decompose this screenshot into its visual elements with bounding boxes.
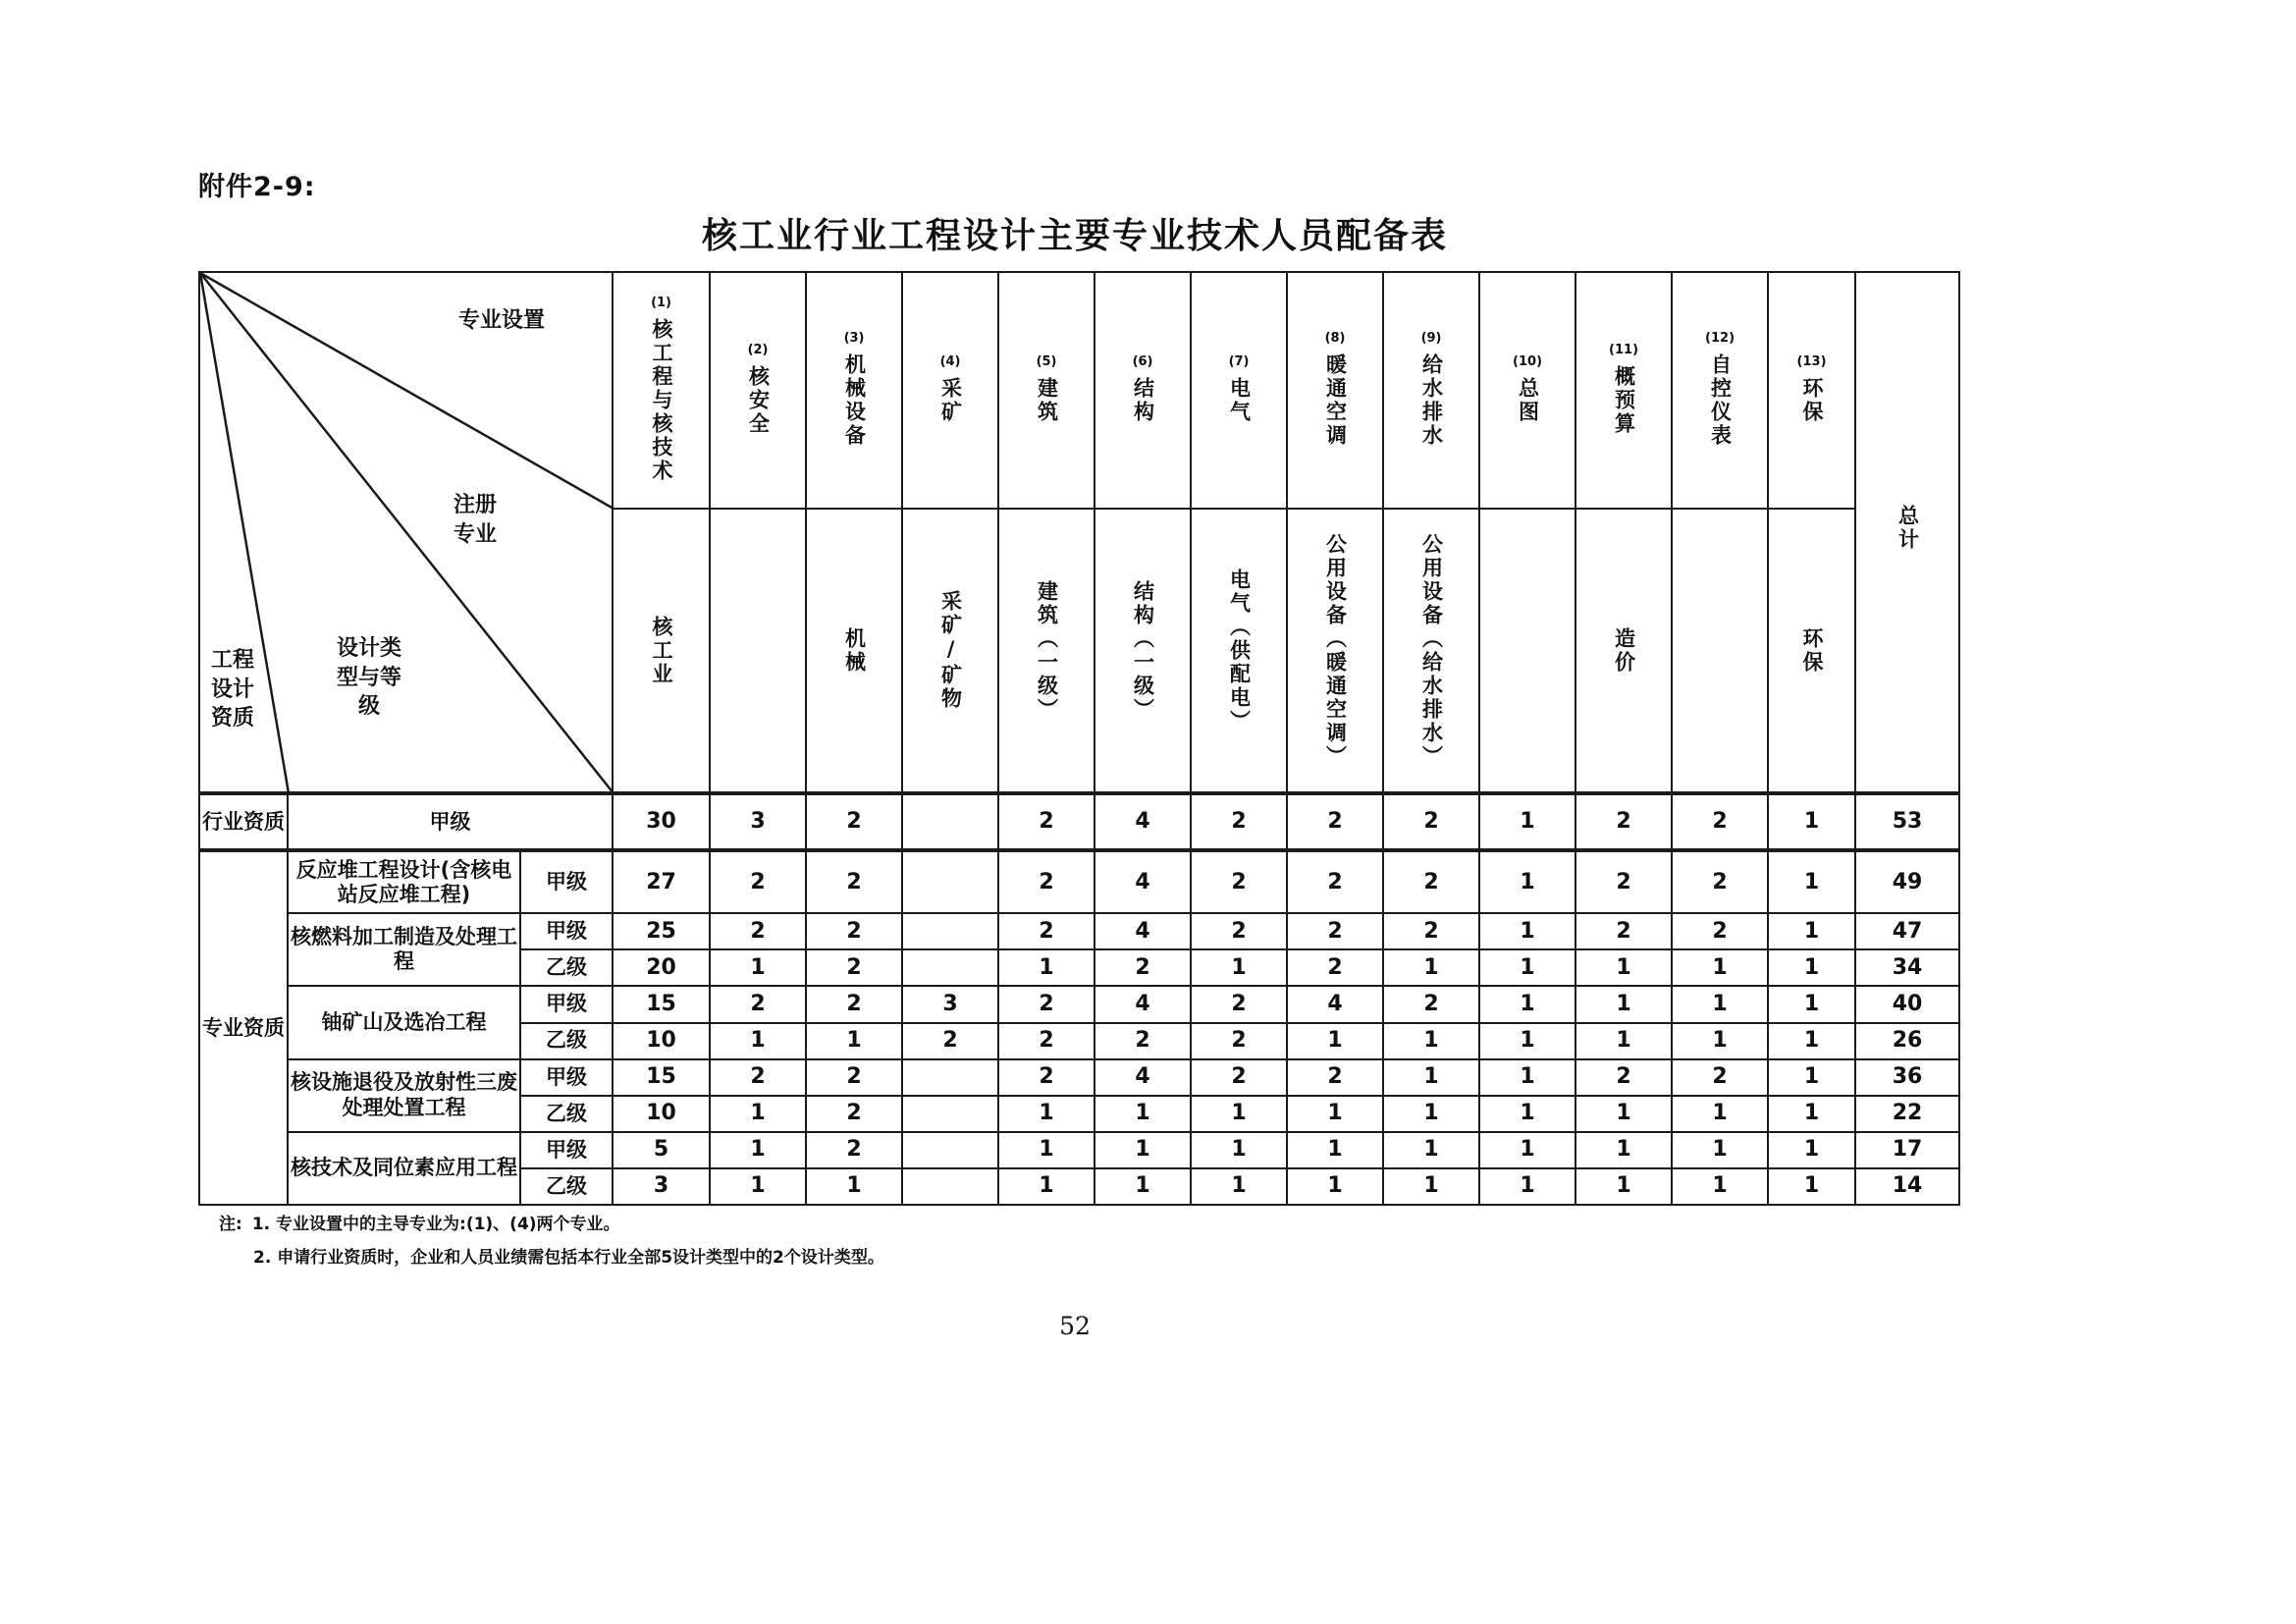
col-registered-label: 公用设备（给水排水）: [1419, 532, 1444, 769]
grade-cell: 乙级: [520, 1023, 613, 1059]
value-cell: 25: [613, 913, 710, 949]
value-cell: 2: [806, 1132, 902, 1168]
value-cell: 2: [1191, 850, 1287, 913]
value-cell: 2: [1672, 850, 1768, 913]
value-cell: 1: [1575, 1132, 1672, 1168]
value-cell: 2: [806, 986, 902, 1022]
col-setting-12: [1672, 272, 1768, 509]
table-row: [199, 1059, 1959, 1096]
col-number: (2): [747, 342, 769, 357]
value-cell: 1: [1383, 1096, 1479, 1132]
value-cell: 1: [998, 1168, 1095, 1205]
value-cell: [902, 850, 998, 913]
col-registered-1: [613, 509, 710, 794]
value-cell: 1: [1383, 1059, 1479, 1096]
col-setting-label: 核安全: [746, 365, 771, 437]
value-cell: [902, 793, 998, 850]
value-cell: 1: [710, 949, 806, 986]
setting-label: 专业设置: [457, 308, 545, 333]
value-cell: 1: [1575, 986, 1672, 1022]
value-cell: 2: [1672, 793, 1768, 850]
value-cell: 2: [1383, 986, 1479, 1022]
value-cell: [902, 1059, 998, 1096]
value-cell: 1: [1672, 986, 1768, 1022]
value-cell: 2: [806, 913, 902, 949]
col-setting-label: 采矿: [938, 377, 963, 425]
col-registered-12: [1672, 509, 1768, 794]
value-cell: 53: [1855, 793, 1959, 850]
value-cell: 1: [806, 1168, 902, 1205]
value-cell: 2: [1191, 1023, 1287, 1059]
col-number: (3): [843, 330, 865, 346]
value-cell: 34: [1855, 949, 1959, 986]
value-cell: 2: [1095, 1023, 1191, 1059]
value-cell: 1: [1479, 1168, 1575, 1205]
value-cell: 1: [1768, 1132, 1855, 1168]
value-cell: 2: [806, 850, 902, 913]
value-cell: 1: [1479, 1023, 1575, 1059]
value-cell: 1: [1287, 1023, 1383, 1059]
col-registered-7: [1191, 509, 1287, 794]
table-row: [199, 1132, 1959, 1168]
value-cell: 1: [1768, 793, 1855, 850]
col-setting-7: [1191, 272, 1287, 509]
grade-cell: 乙级: [520, 1168, 613, 1205]
value-cell: 3: [902, 986, 998, 1022]
grade-cell: 甲级: [520, 1059, 613, 1096]
col-registered-13: [1768, 509, 1855, 794]
col-registered-label: 结构（一级）: [1131, 579, 1155, 722]
value-cell: [902, 1132, 998, 1168]
value-cell: 1: [710, 1096, 806, 1132]
value-cell: 2: [998, 793, 1095, 850]
col-setting-label: 暖通空调: [1323, 353, 1348, 449]
grade-cell: 甲级: [520, 986, 613, 1022]
col-setting-3: [806, 272, 902, 509]
value-cell: 1: [1768, 1059, 1855, 1096]
value-cell: 1: [1672, 1132, 1768, 1168]
value-cell: 4: [1095, 1059, 1191, 1096]
grade-cell: 甲级: [520, 850, 613, 913]
table-row: [199, 986, 1959, 1022]
value-cell: 10: [613, 1096, 710, 1132]
col-setting-label: 电气: [1227, 377, 1252, 425]
value-cell: 2: [1575, 1059, 1672, 1096]
value-cell: 1: [710, 1132, 806, 1168]
value-cell: 1: [1768, 913, 1855, 949]
note-2: 2. 申请行业资质时，企业和人员业绩需包括本行业全部5设计类型中的2个设计类型。: [253, 1248, 884, 1268]
value-cell: 1: [1575, 1096, 1672, 1132]
col-setting-label: 给水排水: [1419, 353, 1444, 449]
specialty-label: 专业资质: [199, 850, 288, 1205]
col-number: (11): [1609, 342, 1639, 357]
value-cell: 1: [998, 1132, 1095, 1168]
value-cell: 3: [613, 1168, 710, 1205]
value-cell: 2: [1383, 913, 1479, 949]
note-1: 注: 1. 专业设置中的主导专业为:(1)、(4)两个专业。: [219, 1215, 620, 1234]
value-cell: 2: [998, 986, 1095, 1022]
value-cell: 1: [1672, 1023, 1768, 1059]
value-cell: 2: [1672, 913, 1768, 949]
notes-lead: 注:: [219, 1215, 242, 1234]
value-cell: 1: [998, 1096, 1095, 1132]
col-number: (12): [1705, 330, 1735, 346]
value-cell: 2: [1383, 793, 1479, 850]
col-registered-11: [1575, 509, 1672, 794]
col-number: (8): [1324, 330, 1346, 346]
value-cell: 4: [1095, 986, 1191, 1022]
col-setting-label: 建筑: [1035, 377, 1059, 425]
value-cell: 10: [613, 1023, 710, 1059]
design-type-name: 铀矿山及选冶工程: [288, 986, 520, 1058]
col-registered-10: [1479, 509, 1575, 794]
value-cell: 1: [1479, 1059, 1575, 1096]
value-cell: 1: [1575, 949, 1672, 986]
staffing-grid: [198, 271, 1960, 1206]
col-registered-label: 机械: [842, 626, 867, 675]
table-row: [199, 913, 1959, 949]
design-type-name: 核设施退役及放射性三废处理处置工程: [288, 1059, 520, 1132]
col-registered-label: 公用设备（暖通空调）: [1323, 532, 1348, 769]
value-cell: 2: [1383, 850, 1479, 913]
col-setting-label: 概预算: [1612, 365, 1636, 437]
value-cell: 1: [1768, 986, 1855, 1022]
col-setting-label: 结构: [1131, 377, 1155, 425]
col-number: (5): [1036, 353, 1057, 369]
col-number: (9): [1420, 330, 1442, 346]
col-number: (4): [939, 353, 961, 369]
value-cell: 5: [613, 1132, 710, 1168]
col-setting-4: [902, 272, 998, 509]
value-cell: 2: [1287, 913, 1383, 949]
value-cell: 1: [1095, 1096, 1191, 1132]
value-cell: 2: [998, 1059, 1095, 1096]
value-cell: 1: [1768, 850, 1855, 913]
design-type-name: 核燃料加工制造及处理工程: [288, 913, 520, 986]
col-setting-11: [1575, 272, 1672, 509]
value-cell: 2: [710, 913, 806, 949]
diagonal-header-cell: [199, 272, 613, 793]
value-cell: 2: [998, 1023, 1095, 1059]
col-registered-label: 电气（供配电）: [1227, 568, 1252, 733]
value-cell: 2: [1287, 850, 1383, 913]
col-registered-label: 环保: [1800, 626, 1825, 675]
grade-cell: 乙级: [520, 949, 613, 986]
value-cell: [902, 1096, 998, 1132]
col-setting-10: [1479, 272, 1575, 509]
value-cell: 20: [613, 949, 710, 986]
col-setting-2: [710, 272, 806, 509]
value-cell: 1: [1383, 1132, 1479, 1168]
qualification-label: 工程设计资质: [210, 648, 254, 731]
value-cell: 1: [1575, 1168, 1672, 1205]
col-registered-5: [998, 509, 1095, 794]
col-setting-label: 总图: [1516, 377, 1540, 425]
col-number: (6): [1132, 353, 1153, 369]
col-registered-4: [902, 509, 998, 794]
value-cell: 4: [1095, 793, 1191, 850]
grade-cell: 甲级: [520, 1132, 613, 1168]
table-row: [199, 850, 1959, 913]
col-number: (7): [1228, 353, 1250, 369]
value-cell: 1: [998, 949, 1095, 986]
value-cell: 27: [613, 850, 710, 913]
col-registered-2: [710, 509, 806, 794]
type-label: 设计类型与等级: [336, 636, 401, 720]
value-cell: 2: [806, 1096, 902, 1132]
value-cell: 2: [806, 949, 902, 986]
industry-label: 行业资质: [199, 793, 288, 850]
grade-cell: 甲级: [520, 913, 613, 949]
value-cell: 36: [1855, 1059, 1959, 1096]
value-cell: 2: [902, 1023, 998, 1059]
value-cell: 2: [1287, 1059, 1383, 1096]
col-setting-9: [1383, 272, 1479, 509]
value-cell: 4: [1095, 913, 1191, 949]
col-setting-13: [1768, 272, 1855, 509]
value-cell: 1: [1479, 949, 1575, 986]
value-cell: 1: [710, 1023, 806, 1059]
value-cell: 1: [1287, 1096, 1383, 1132]
value-cell: 2: [1191, 1059, 1287, 1096]
col-setting-5: [998, 272, 1095, 509]
value-cell: 2: [1287, 793, 1383, 850]
value-cell: 2: [1095, 949, 1191, 986]
value-cell: 1: [1287, 1132, 1383, 1168]
col-setting-label: 环保: [1800, 377, 1825, 425]
value-cell: 1: [1479, 850, 1575, 913]
value-cell: 1: [1768, 1023, 1855, 1059]
value-cell: 49: [1855, 850, 1959, 913]
value-cell: 40: [1855, 986, 1959, 1022]
value-cell: 1: [1479, 793, 1575, 850]
col-registered-9: [1383, 509, 1479, 794]
attachment-label: 附件2-9:: [198, 172, 316, 202]
value-cell: 1: [1383, 949, 1479, 986]
value-cell: 2: [1575, 793, 1672, 850]
col-registered-label: 建筑（一级）: [1035, 579, 1059, 722]
industry-grade: 甲级: [288, 793, 613, 850]
value-cell: 1: [1768, 1096, 1855, 1132]
design-type-name: 核技术及同位素应用工程: [288, 1132, 520, 1205]
value-cell: 1: [1479, 1132, 1575, 1168]
value-cell: 1: [1672, 1168, 1768, 1205]
value-cell: 2: [1191, 793, 1287, 850]
value-cell: 1: [1479, 913, 1575, 949]
table-notes: [219, 1208, 884, 1274]
value-cell: 1: [710, 1168, 806, 1205]
value-cell: 1: [1191, 1132, 1287, 1168]
col-setting-label: 机械设备: [842, 353, 867, 449]
value-cell: 1: [1191, 1096, 1287, 1132]
value-cell: 1: [1768, 949, 1855, 986]
total-header: [1855, 272, 1959, 793]
value-cell: 15: [613, 986, 710, 1022]
design-type-name: 反应堆工程设计(含核电站反应堆工程): [288, 850, 520, 913]
value-cell: 2: [710, 1059, 806, 1096]
total-label: 总计: [1896, 505, 1920, 553]
industry-row: [199, 793, 1959, 850]
value-cell: 14: [1855, 1168, 1959, 1205]
value-cell: 1: [1383, 1168, 1479, 1205]
value-cell: 4: [1095, 850, 1191, 913]
value-cell: 30: [613, 793, 710, 850]
document-title: 核工业行业工程设计主要专业技术人员配备表: [701, 216, 1448, 256]
value-cell: 2: [1575, 850, 1672, 913]
value-cell: 1: [1672, 949, 1768, 986]
value-cell: 1: [1672, 1096, 1768, 1132]
col-setting-6: [1095, 272, 1191, 509]
value-cell: 1: [1095, 1132, 1191, 1168]
value-cell: 15: [613, 1059, 710, 1096]
col-setting-8: [1287, 272, 1383, 509]
value-cell: 2: [806, 1059, 902, 1096]
value-cell: 1: [1383, 1023, 1479, 1059]
col-registered-6: [1095, 509, 1191, 794]
col-number: (10): [1513, 353, 1543, 369]
value-cell: 1: [1768, 1168, 1855, 1205]
col-registered-label: 造价: [1612, 626, 1636, 675]
value-cell: 2: [1575, 913, 1672, 949]
col-number: (13): [1796, 353, 1827, 369]
registered-label: 注册专业: [453, 493, 497, 547]
value-cell: 1: [806, 1023, 902, 1059]
value-cell: 1: [1575, 1023, 1672, 1059]
col-setting-1: [613, 272, 710, 509]
value-cell: 2: [1191, 986, 1287, 1022]
value-cell: 1: [1287, 1168, 1383, 1205]
col-setting-label: 核工程与核技术: [650, 318, 674, 484]
value-cell: 17: [1855, 1132, 1959, 1168]
value-cell: [902, 949, 998, 986]
value-cell: 2: [710, 850, 806, 913]
value-cell: 2: [1287, 949, 1383, 986]
value-cell: 2: [998, 913, 1095, 949]
col-registered-3: [806, 509, 902, 794]
value-cell: 22: [1855, 1096, 1959, 1132]
col-setting-label: 自控仪表: [1708, 353, 1733, 449]
value-cell: 2: [1191, 913, 1287, 949]
grade-cell: 乙级: [520, 1096, 613, 1132]
value-cell: 2: [710, 986, 806, 1022]
staffing-table: [198, 271, 1953, 1206]
value-cell: 2: [998, 850, 1095, 913]
value-cell: 2: [1672, 1059, 1768, 1096]
col-registered-8: [1287, 509, 1383, 794]
page-number: 52: [1059, 1312, 1091, 1340]
value-cell: 26: [1855, 1023, 1959, 1059]
value-cell: [902, 1168, 998, 1205]
value-cell: 3: [710, 793, 806, 850]
col-number: (1): [651, 295, 671, 310]
col-registered-label: 核工业: [650, 615, 674, 686]
value-cell: 1: [1479, 1096, 1575, 1132]
value-cell: 1: [1191, 949, 1287, 986]
value-cell: 47: [1855, 913, 1959, 949]
value-cell: 1: [1191, 1168, 1287, 1205]
value-cell: 1: [1095, 1168, 1191, 1205]
value-cell: 2: [806, 793, 902, 850]
value-cell: 1: [1479, 986, 1575, 1022]
col-registered-label: 采矿/矿物: [938, 590, 963, 712]
value-cell: 4: [1287, 986, 1383, 1022]
value-cell: [902, 913, 998, 949]
